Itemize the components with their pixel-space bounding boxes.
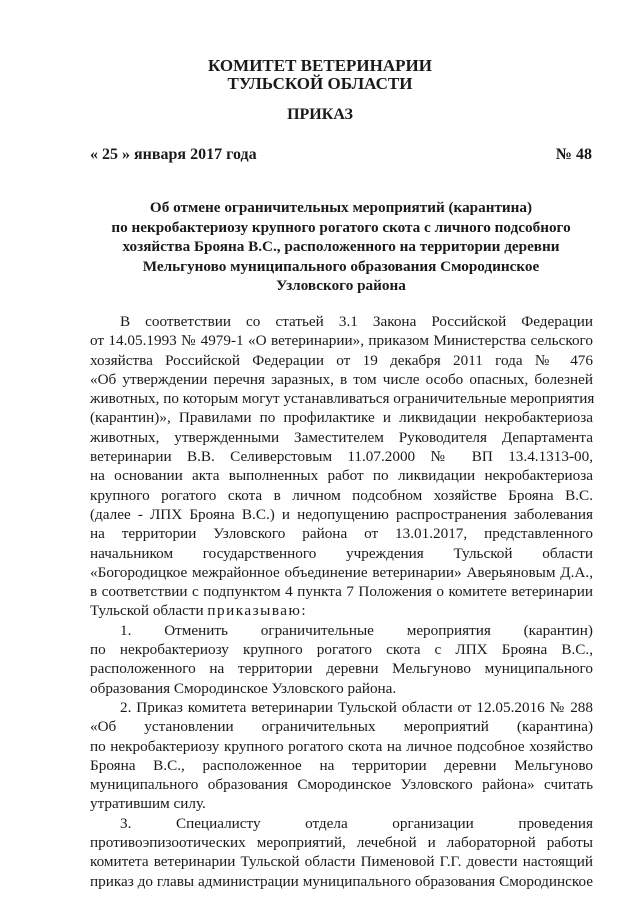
text-line: животных, утвержденными Заместителем Руководителя Департамента [90, 428, 593, 446]
org-name-line-2: ТУЛЬСКОЙ ОБЛАСТИ [227, 74, 413, 93]
text-line: животных, по которым могут устанавливаться ограничительные мероприятия [90, 390, 595, 408]
text-line: хозяйства Российской Федерации от 19 декабря 2011 года № 476 [90, 351, 593, 369]
order-item-1 [90, 621, 593, 698]
text-line: «Богородицкое межрайонное объединение ветеринарии» Аверьяновым Д.А., [90, 563, 593, 581]
text-line: на основании акта выполненных работ по ликвидации некробактериоза [90, 467, 593, 485]
text-line: «Об установлении ограничительных мероприятий (карантина) [90, 718, 593, 736]
text-line: расположенного на территории деревни Мельгуново муниципального [90, 660, 593, 678]
order-number: № 48 [555, 146, 592, 163]
date-number-line [90, 145, 592, 164]
text-line: утратившим силу. [90, 795, 206, 813]
order-item-2 [90, 698, 593, 814]
text-line: ветеринарии В.В. Селиверстовым 11.07.2000 № ВП 13.4.1313-00, [90, 448, 593, 466]
order-item-3 [90, 814, 593, 891]
text-line: от 14.05.1993 № 4979-1 «О ветеринарии», приказом Министерства сельского [90, 332, 593, 350]
prikazyvayu-word: приказываю: [207, 602, 308, 620]
text-line: 1. Отменить ограничительные мероприятия (карантин) [120, 621, 593, 639]
text-line: муниципального образования Смородинское Узловского района» считать [90, 776, 593, 794]
order-body [90, 312, 593, 891]
text-line: начальником государственного учреждения Тульской области [90, 544, 593, 562]
order-title [90, 198, 592, 296]
title-line: Узловского района [276, 277, 406, 294]
title-line: хозяйства Брояна В.С., расположенного на территории деревни [122, 238, 560, 255]
preamble-paragraph [90, 312, 593, 621]
title-line: Об отмене ограничительных мероприятий (карантина) [149, 199, 533, 216]
text-line: на территории Узловского района от 13.01.2017, представленного [90, 525, 593, 543]
title-line: по некробактериозу крупного рогатого скота с личного подсобного [111, 218, 571, 236]
text-line: В соответствии со статьей 3.1 Закона Российской Федерации [120, 313, 593, 330]
text-line: противоэпизоотических мероприятий, лечебной и лабораторной работы [90, 834, 593, 852]
text-line: образования Смородинское Узловского района. [90, 679, 397, 697]
text-line: комитета ветеринарии Тульской области Пименовой Г.Г. довести настоящий [90, 853, 593, 871]
text-line: по некробактериозу крупного рогатого скота с ЛПХ Брояна В.С., [90, 641, 593, 659]
doc-type: ПРИКАЗ [287, 106, 353, 123]
text-line: «Об утверждении перечня заразных, в том числе особо опасных, болезней [90, 370, 593, 388]
text-line: 3. Специалисту отдела организации проведения [120, 814, 593, 832]
org-name-line-1: КОМИТЕТ ВЕТЕРИНАРИИ [208, 56, 432, 75]
text-line: Брояна В.С., расположенное на территории деревни Мельгуново [90, 756, 593, 774]
preamble-end: Тульской области [90, 602, 204, 620]
text-line: 2. Приказ комитета ветеринарии Тульской области от 12.05.2016 № 288 [120, 698, 593, 716]
text-line: приказ до главы администрации муниципального образования Смородинское [90, 872, 593, 890]
text-line: крупного рогатого скота в личном подсобном хозяйстве Брояна В.С. [90, 486, 593, 504]
text-line: (далее - ЛПХ Брояна В.С.) и недопущению распространения заболевания [90, 505, 593, 523]
title-line: Мельгуново муниципального образования Смородинское [142, 257, 540, 275]
text-line [90, 601, 593, 620]
order-date: « 25 » января 2017 года [90, 146, 257, 163]
text-line: (карантин)», Правилами по профилактике и ликвидации некробактериоза [90, 409, 593, 427]
text-line: в соответствии с подпунктом 4 пункта 7 Положения о комитете ветеринарии [90, 583, 593, 601]
text-line: по некробактериозу крупного рогатого скота на личное подсобное хозяйство [90, 737, 593, 755]
